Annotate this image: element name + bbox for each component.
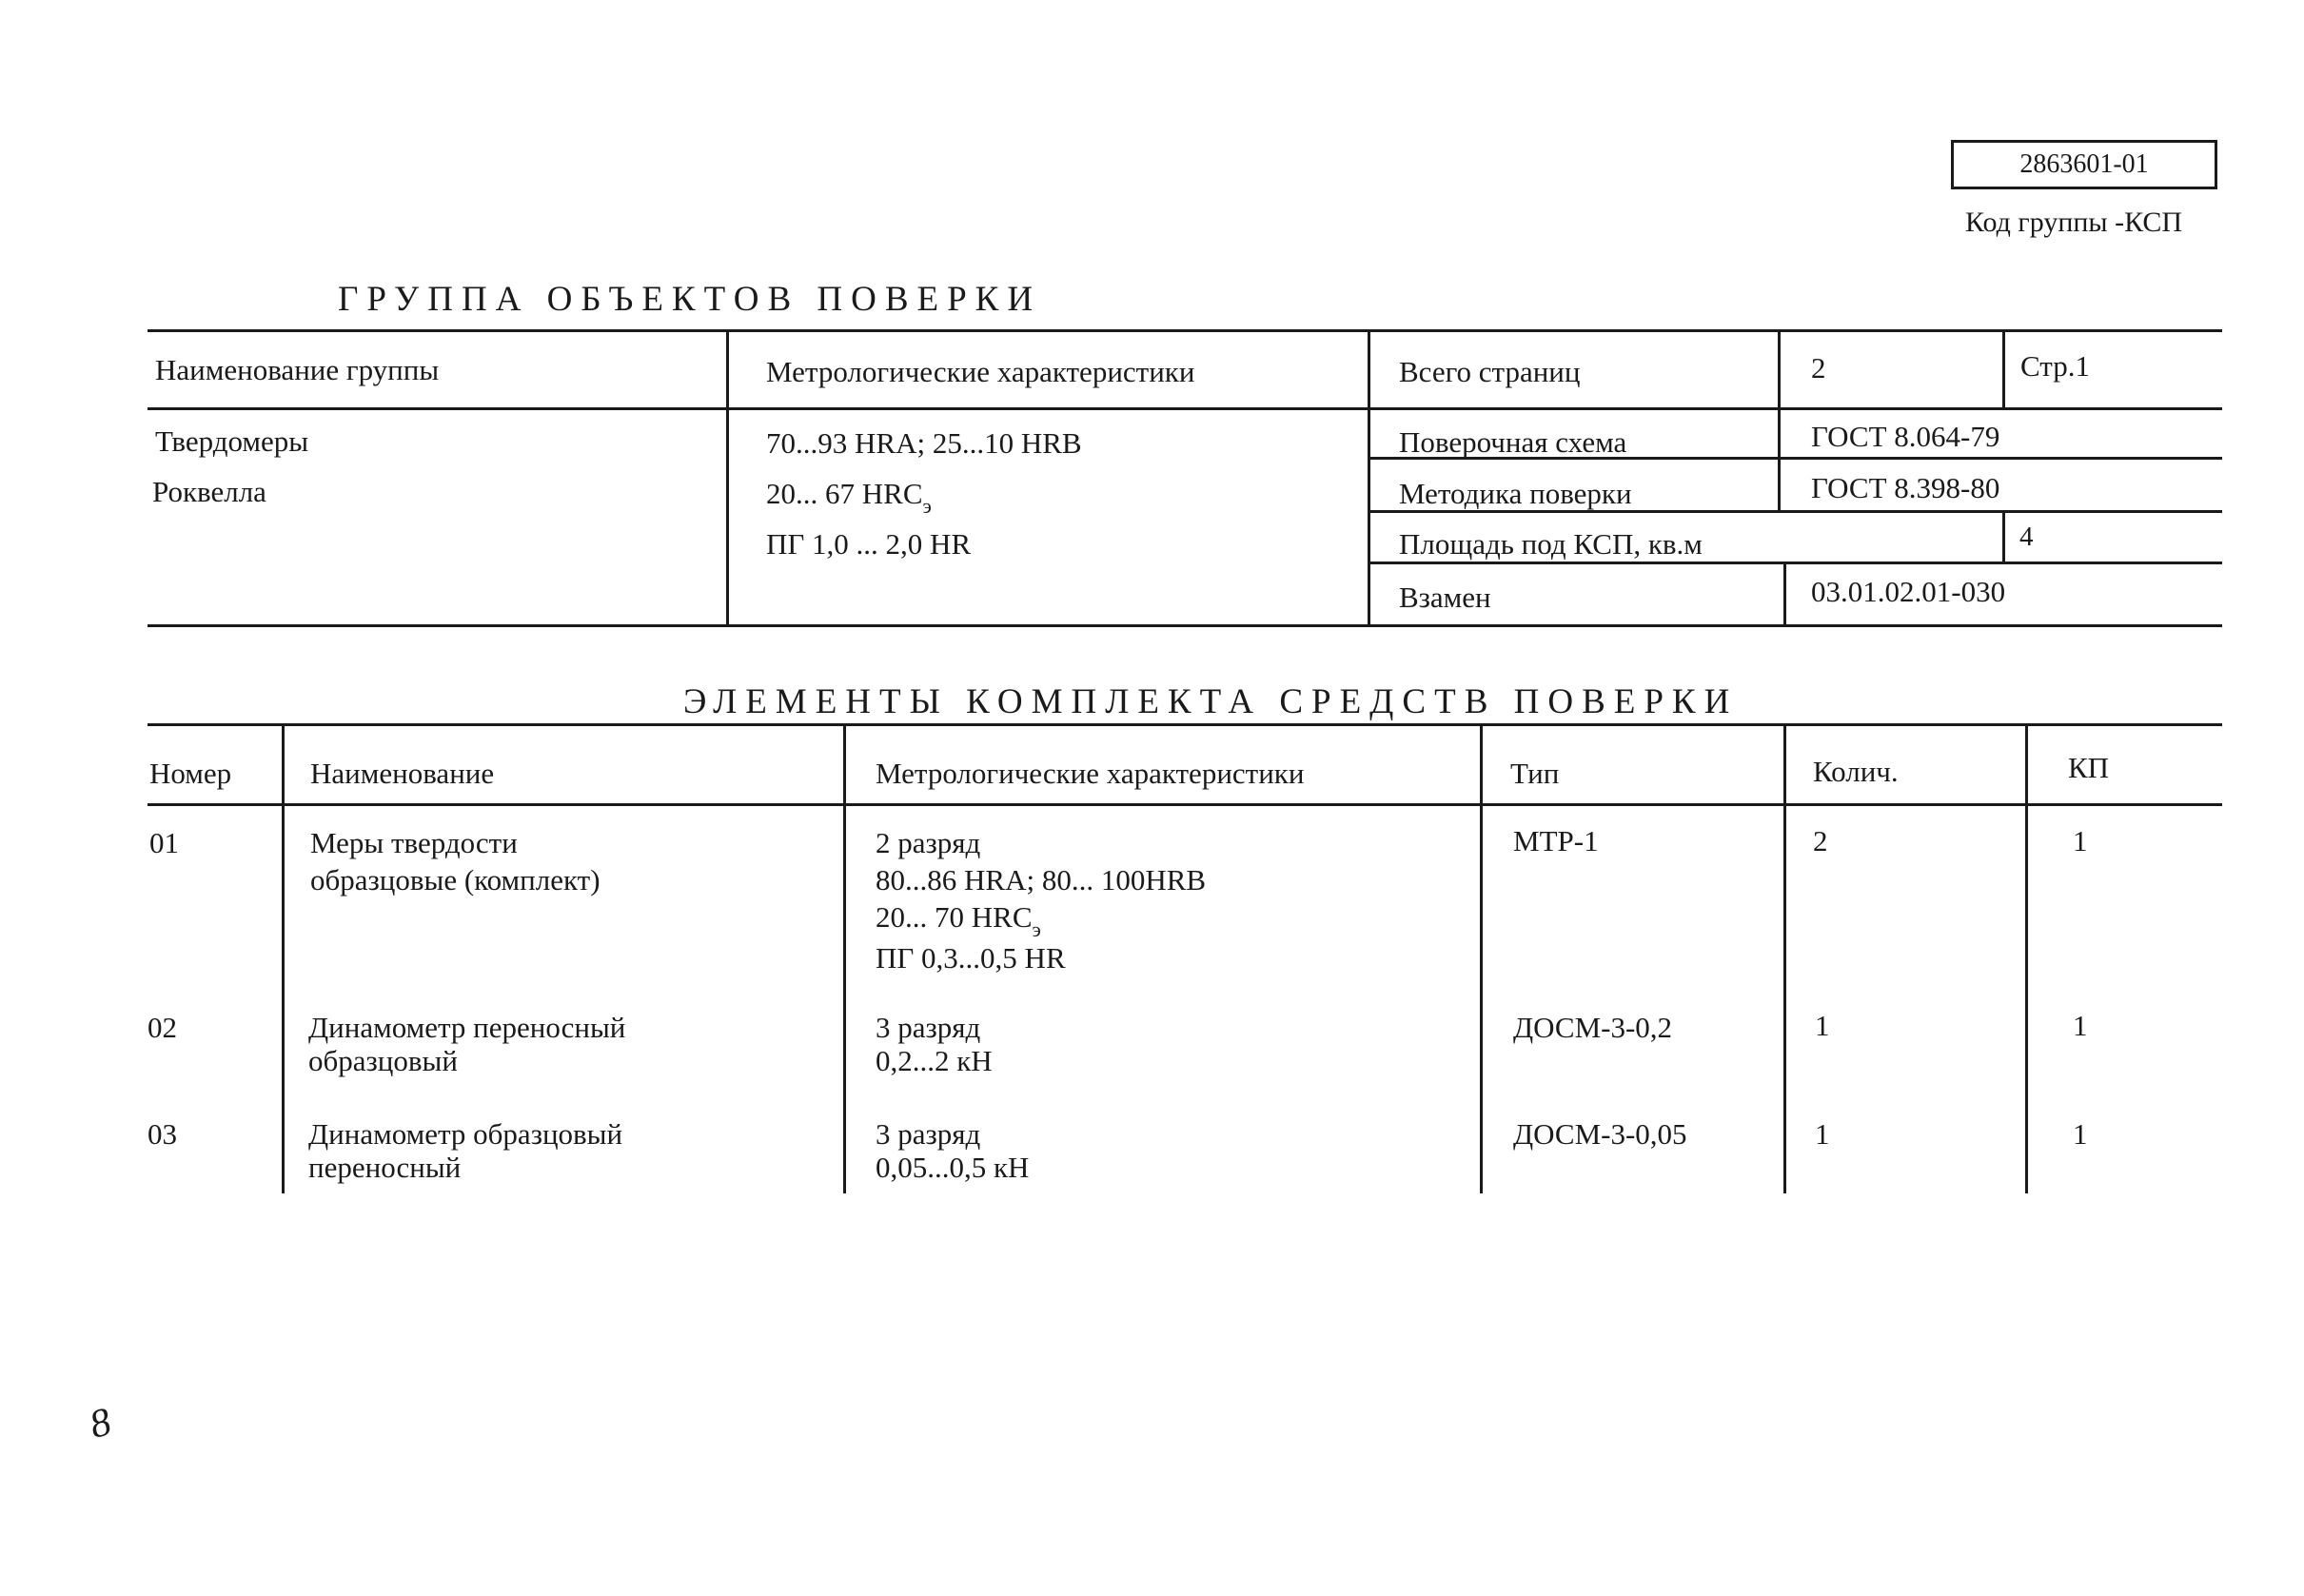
rule	[1368, 562, 2222, 564]
rule	[2025, 725, 2028, 1193]
row-kp: 1	[2073, 824, 2088, 857]
replace-label: Взамен	[1399, 581, 1491, 614]
scheme-label: Поверочная схема	[1399, 425, 1627, 459]
group-metro-line-2-text: 20... 67 HRC	[766, 477, 923, 510]
row-name	[308, 1009, 625, 1079]
row-type: ДОСМ-3-0,05	[1513, 1117, 1687, 1151]
col-metrology: Метрологические характеристики	[766, 355, 1195, 388]
col-name: Наименование	[310, 757, 495, 790]
scheme-value: ГОСТ 8.064-79	[1811, 420, 2000, 453]
metro-line: ПГ 0,3...0,5 HR	[876, 941, 1066, 975]
rule	[843, 725, 846, 1193]
col-metrology: Метрологические характеристики	[876, 757, 1305, 790]
row-number: 02	[148, 1011, 177, 1044]
rule	[148, 803, 2222, 806]
group-metro-line-3: ПГ 1,0 ... 2,0 HR	[766, 527, 972, 561]
rule	[1368, 329, 1370, 626]
row-number: 03	[148, 1117, 177, 1151]
doc-code: 2863601-01	[2019, 149, 2149, 179]
metro-line	[876, 898, 1206, 939]
group-code-label: Код группы -КСП	[1965, 207, 2183, 238]
rule	[148, 624, 2222, 627]
row-name	[310, 824, 601, 898]
group-name-line-2: Роквелла	[152, 475, 266, 508]
group-metro-line-1: 70...93 HRA; 25...10 HRB	[766, 426, 1082, 460]
metro-line: 0,05...0,5 кН	[876, 1151, 1030, 1184]
name-line: Меры твердости	[310, 826, 518, 859]
replace-value: 03.01.02.01-030	[1811, 575, 2006, 608]
col-type: Тип	[1510, 757, 1560, 790]
row-type: МТР-1	[1513, 824, 1599, 857]
rule	[726, 329, 729, 626]
row-name	[308, 1115, 622, 1186]
group-section-title: ГРУППА ОБЪЕКТОВ ПОВЕРКИ	[338, 280, 1042, 319]
name-line: Динамометр образцовый	[308, 1117, 623, 1151]
method-value: ГОСТ 8.398-80	[1811, 471, 2000, 504]
row-qty: 1	[1815, 1117, 1830, 1151]
area-label: Площадь под КСП, кв.м	[1399, 527, 1703, 561]
row-qty: 1	[1815, 1009, 1830, 1042]
col-kp: КП	[2068, 751, 2110, 784]
rule	[148, 329, 2222, 332]
metro-line: 3 разряд	[876, 1011, 981, 1044]
rule	[282, 725, 285, 1193]
metro-line: 80...86 HRA; 80... 100HRB	[876, 863, 1207, 897]
row-metrology	[876, 824, 1206, 976]
row-metrology	[876, 1115, 1029, 1186]
name-line: Динамометр переносный	[308, 1011, 626, 1044]
row-type: ДОСМ-3-0,2	[1513, 1011, 1673, 1044]
page-number-label: Стр.1	[2020, 349, 2090, 383]
area-value: 4	[2019, 522, 2034, 552]
rule	[1783, 725, 1786, 1193]
metro-line: 3 разряд	[876, 1117, 981, 1151]
row-metrology	[876, 1009, 993, 1079]
row-number: 01	[149, 826, 179, 859]
metro-line: 2 разряд	[876, 826, 981, 859]
name-line: образцовый	[308, 1044, 458, 1077]
rule	[1783, 562, 1786, 626]
group-name-line-1: Твердомеры	[155, 424, 309, 458]
hrc-subscript: э	[1032, 918, 1041, 941]
metro-line: 0,2...2 кН	[876, 1044, 993, 1077]
col-qty: Колич.	[1813, 755, 1899, 788]
group-metro-line-2	[766, 477, 932, 518]
total-pages-value: 2	[1811, 351, 1826, 384]
row-qty: 2	[1813, 824, 1828, 857]
rule	[148, 407, 2222, 410]
name-line: переносный	[308, 1151, 462, 1184]
doc-code-box	[1951, 140, 2217, 189]
elements-section-title: ЭЛЕМЕНТЫ КОМПЛЕКТА СРЕДСТВ ПОВЕРКИ	[683, 682, 1739, 721]
total-pages-label: Всего страниц	[1399, 355, 1581, 388]
col-number: Номер	[149, 757, 232, 790]
rule	[2002, 329, 2005, 409]
name-line: образцовые (комплект)	[310, 863, 601, 897]
page-mark: 8	[85, 1400, 116, 1448]
row-kp: 1	[2073, 1117, 2088, 1151]
rule	[1480, 725, 1483, 1193]
method-label: Методика поверки	[1399, 477, 1632, 510]
rule	[148, 723, 2222, 726]
col-group-name: Наименование группы	[155, 353, 440, 386]
hrc-subscript: э	[922, 495, 932, 518]
rule	[1778, 329, 1781, 512]
row-kp: 1	[2073, 1009, 2088, 1042]
metro-line-text: 20... 70 HRC	[876, 900, 1033, 934]
rule	[2002, 510, 2005, 563]
